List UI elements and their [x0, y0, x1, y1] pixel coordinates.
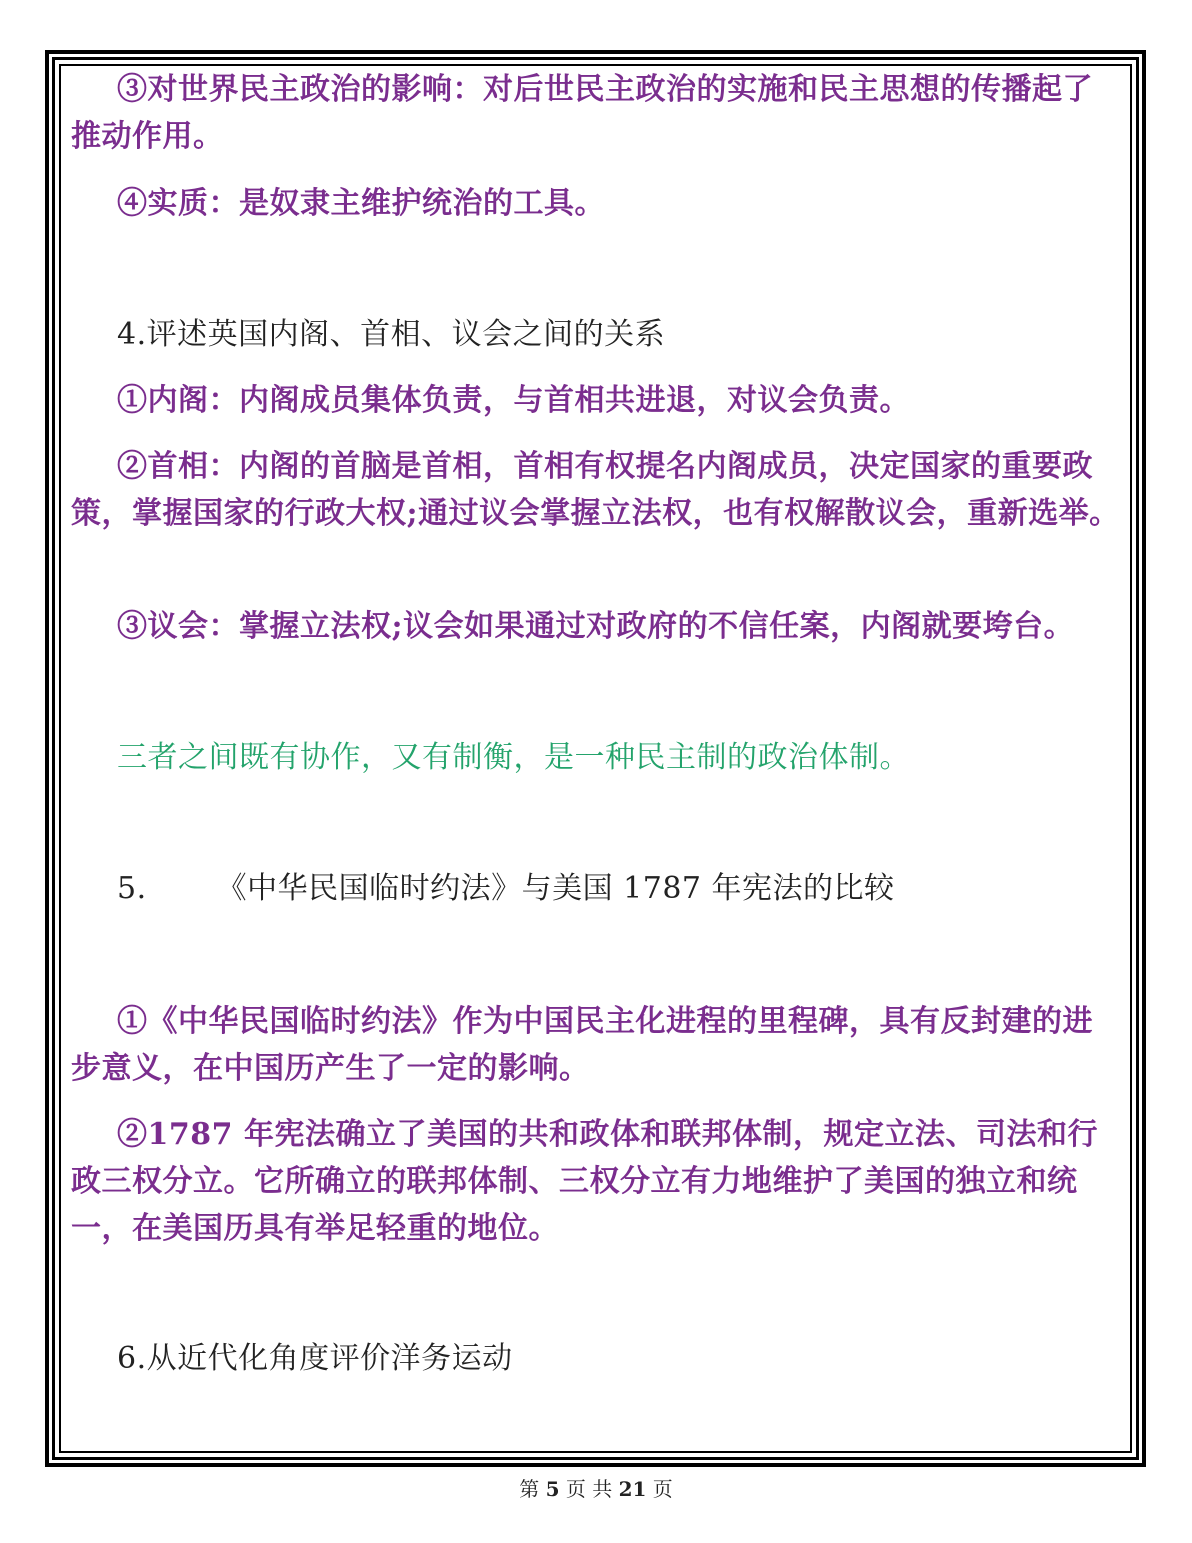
paragraph-essence: ④实质：是奴隶主维护统治的工具。 — [117, 186, 605, 221]
paragraph-us-constitution: ②1787 年宪法确立了美国的共和政体和联邦体制，规定立法、司法和行政三权分立。它所确立的联邦体制、三权分立有力地维护了美国的独立和统一，在美国历具有举足轻重的地位。 — [71, 1117, 1098, 1246]
heading-question-6: 6.从近代化角度评价洋务运动 — [117, 1341, 513, 1376]
paragraph-cabinet: ①内阁：内阁成员集体负责，与首相共进退，对议会负责。 — [117, 383, 910, 418]
page-footer — [0, 1474, 1192, 1504]
heading-question-5-text: 《中华民国临时约法》与美国 1787 年宪法的比较 — [216, 871, 895, 906]
heading-question-5-number: 5. — [117, 871, 147, 906]
paragraph-prime-minister: ②首相：内阁的首脑是首相，首相有权提名内阁成员，决定国家的重要政策，掌握国家的行政大权;通过议会掌握立法权，也有权解散议会，重新选举。 — [71, 449, 1120, 531]
footer-middle: 页 共 — [565, 1477, 613, 1501]
footer-total-pages: 21 — [618, 1477, 647, 1501]
footer-page-number: 5 — [545, 1477, 560, 1501]
paragraph-influence: ③对世界民主政治的影响：对后世民主政治的实施和民主思想的传播起了推动作用。 — [71, 72, 1093, 154]
paragraph-provisional-constitution: ①《中华民国临时约法》作为中国民主化进程的里程碑，具有反封建的进步意义，在中国历产生了一定的影响。 — [71, 1004, 1093, 1086]
paragraph-summary: 三者之间既有协作，又有制衡，是一种民主制的政治体制。 — [117, 740, 910, 775]
heading-question-5 — [71, 865, 1121, 912]
heading-question-4: 4.评述英国内阁、首相、议会之间的关系 — [117, 317, 666, 352]
footer-prefix: 第 — [519, 1477, 540, 1501]
paragraph-parliament: ③议会：掌握立法权;议会如果通过对政府的不信任案，内阁就要垮台。 — [117, 609, 1075, 644]
footer-suffix: 页 — [652, 1477, 673, 1501]
